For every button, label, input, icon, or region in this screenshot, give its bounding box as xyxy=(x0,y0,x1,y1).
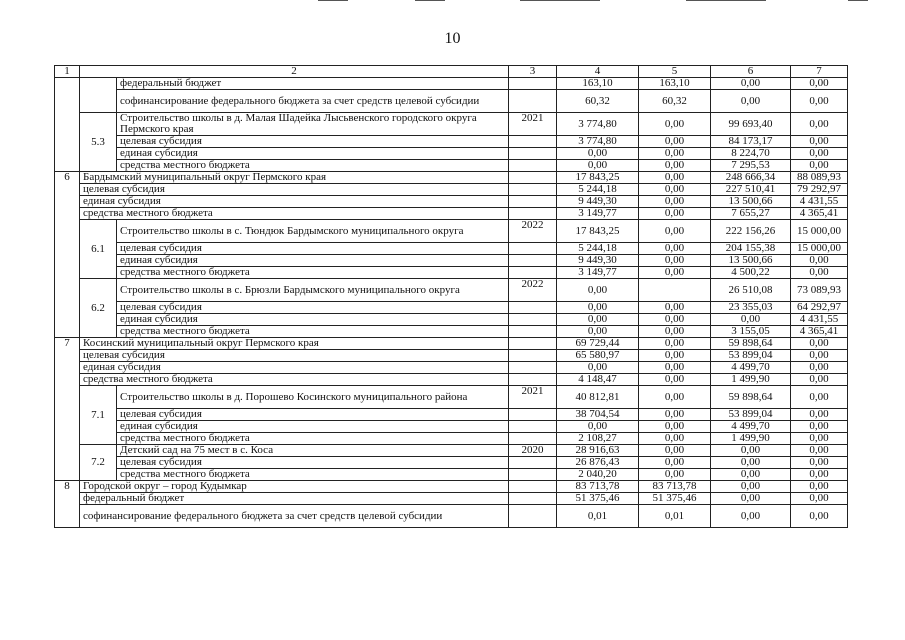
value-col-7: 79 292,97 xyxy=(791,184,848,196)
value-col-4: 60,32 xyxy=(557,90,639,113)
row-label: единая субсидия xyxy=(117,148,509,160)
value-col-5: 0,00 xyxy=(639,374,711,386)
value-col-6: 227 510,41 xyxy=(711,184,791,196)
row-year xyxy=(509,136,557,148)
row-number: 8 xyxy=(55,481,80,528)
value-col-7: 0,00 xyxy=(791,386,848,409)
value-col-5: 0,00 xyxy=(639,421,711,433)
row-label: единая субсидия xyxy=(80,362,509,374)
row-year xyxy=(509,184,557,196)
value-col-4: 3 149,77 xyxy=(557,208,639,220)
row-label: Городской округ – город Кудымкар xyxy=(80,481,509,493)
value-col-6: 0,00 xyxy=(711,457,791,469)
table-row xyxy=(55,457,848,469)
value-col-7: 0,00 xyxy=(791,78,848,90)
value-col-4: 0,00 xyxy=(557,326,639,338)
value-col-7: 0,00 xyxy=(791,90,848,113)
row-year: 2022 xyxy=(509,220,557,243)
subrow-number xyxy=(80,78,117,113)
row-year: 2021 xyxy=(509,386,557,409)
value-col-5: 60,32 xyxy=(639,90,711,113)
row-year: 2022 xyxy=(509,279,557,302)
value-col-6: 3 155,05 xyxy=(711,326,791,338)
value-col-6: 13 500,66 xyxy=(711,196,791,208)
row-year xyxy=(509,243,557,255)
value-col-5: 0,00 xyxy=(639,243,711,255)
value-col-7: 88 089,93 xyxy=(791,172,848,184)
value-col-4: 3 774,80 xyxy=(557,136,639,148)
row-year xyxy=(509,481,557,493)
value-col-5: 0,00 xyxy=(639,362,711,374)
value-col-7: 0,00 xyxy=(791,136,848,148)
value-col-4: 0,00 xyxy=(557,279,639,302)
value-col-4: 83 713,78 xyxy=(557,481,639,493)
value-col-4: 5 244,18 xyxy=(557,243,639,255)
row-year xyxy=(509,433,557,445)
row-year xyxy=(509,374,557,386)
value-col-7: 64 292,97 xyxy=(791,302,848,314)
row-label: средства местного бюджета xyxy=(117,160,509,172)
row-label: средства местного бюджета xyxy=(117,267,509,279)
table-row xyxy=(55,314,848,326)
value-col-6: 204 155,38 xyxy=(711,243,791,255)
row-year: 2020 xyxy=(509,445,557,457)
value-col-5: 0,00 xyxy=(639,113,711,136)
value-col-7: 0,00 xyxy=(791,445,848,457)
budget-table xyxy=(54,65,848,528)
value-col-6: 0,00 xyxy=(711,90,791,113)
value-col-6: 0,00 xyxy=(711,481,791,493)
subrow-number: 7.2 xyxy=(80,445,117,481)
value-col-7: 0,00 xyxy=(791,409,848,421)
value-col-5: 0,00 xyxy=(639,409,711,421)
value-col-6: 0,00 xyxy=(711,314,791,326)
table-row xyxy=(55,196,848,208)
value-col-5: 0,00 xyxy=(639,445,711,457)
value-col-4: 40 812,81 xyxy=(557,386,639,409)
value-col-7: 0,00 xyxy=(791,160,848,172)
table-row xyxy=(55,243,848,255)
row-label: Бардымский муниципальный округ Пермского края xyxy=(80,172,509,184)
table-row xyxy=(55,78,848,90)
value-col-4: 17 843,25 xyxy=(557,172,639,184)
value-col-6: 59 898,64 xyxy=(711,386,791,409)
row-year xyxy=(509,326,557,338)
row-label: Косинский муниципальный округ Пермского края xyxy=(80,338,509,350)
value-col-6: 7 655,27 xyxy=(711,208,791,220)
value-col-4: 9 449,30 xyxy=(557,255,639,267)
header-col-2: 2 xyxy=(80,66,509,78)
table-row xyxy=(55,208,848,220)
value-col-4: 2 040,20 xyxy=(557,469,639,481)
value-col-6: 8 224,70 xyxy=(711,148,791,160)
table-row xyxy=(55,136,848,148)
row-label: Строительство школы в с. Тюндюк Бардымского муниципального округа xyxy=(117,220,509,243)
value-col-5: 0,00 xyxy=(639,172,711,184)
value-col-7: 0,00 xyxy=(791,267,848,279)
value-col-5: 83 713,78 xyxy=(639,481,711,493)
subrow-number: 6.2 xyxy=(80,279,117,338)
header-col-7: 7 xyxy=(791,66,848,78)
value-col-6: 0,00 xyxy=(711,505,791,528)
value-col-7: 0,00 xyxy=(791,148,848,160)
value-col-6: 4 499,70 xyxy=(711,362,791,374)
header-row xyxy=(55,66,848,78)
value-col-6: 1 499,90 xyxy=(711,374,791,386)
value-col-5: 51 375,46 xyxy=(639,493,711,505)
row-label: средства местного бюджета xyxy=(117,326,509,338)
value-col-6: 0,00 xyxy=(711,78,791,90)
row-label: целевая субсидия xyxy=(80,350,509,362)
value-col-4: 51 375,46 xyxy=(557,493,639,505)
table-row xyxy=(55,362,848,374)
value-col-6: 248 666,34 xyxy=(711,172,791,184)
header-col-3: 3 xyxy=(509,66,557,78)
subrow-number: 6.1 xyxy=(80,220,117,279)
value-col-6: 84 173,17 xyxy=(711,136,791,148)
value-col-6: 0,00 xyxy=(711,493,791,505)
value-col-5: 163,10 xyxy=(639,78,711,90)
row-label: федеральный бюджет xyxy=(80,493,509,505)
table-row xyxy=(55,338,848,350)
value-col-4: 5 244,18 xyxy=(557,184,639,196)
value-col-5: 0,00 xyxy=(639,386,711,409)
row-year xyxy=(509,314,557,326)
value-col-7: 0,00 xyxy=(791,457,848,469)
value-col-4: 69 729,44 xyxy=(557,338,639,350)
table-row xyxy=(55,409,848,421)
table-row xyxy=(55,184,848,196)
table-row xyxy=(55,469,848,481)
value-col-5: 0,00 xyxy=(639,314,711,326)
value-col-5: 0,00 xyxy=(639,469,711,481)
row-year xyxy=(509,302,557,314)
row-year xyxy=(509,267,557,279)
value-col-4: 0,00 xyxy=(557,148,639,160)
row-year xyxy=(509,148,557,160)
row-label: софинансирование федерального бюджета за счет средств целевой субсидии xyxy=(80,505,509,528)
table-row xyxy=(55,172,848,184)
table-row xyxy=(55,481,848,493)
row-number xyxy=(55,78,80,172)
table-row xyxy=(55,326,848,338)
table-row xyxy=(55,386,848,409)
row-year xyxy=(509,350,557,362)
row-label: средства местного бюджета xyxy=(117,469,509,481)
value-col-7: 4 431,55 xyxy=(791,196,848,208)
row-label: целевая субсидия xyxy=(117,243,509,255)
table-row xyxy=(55,374,848,386)
table-row xyxy=(55,279,848,302)
value-col-6: 26 510,08 xyxy=(711,279,791,302)
row-year xyxy=(509,208,557,220)
value-col-6: 4 499,70 xyxy=(711,421,791,433)
value-col-4: 28 916,63 xyxy=(557,445,639,457)
value-col-7: 4 365,41 xyxy=(791,326,848,338)
row-year: 2021 xyxy=(509,113,557,136)
row-label: целевая субсидия xyxy=(117,457,509,469)
value-col-6: 222 156,26 xyxy=(711,220,791,243)
table-row xyxy=(55,493,848,505)
row-year xyxy=(509,255,557,267)
row-number: 6 xyxy=(55,172,80,338)
value-col-5: 0,00 xyxy=(639,457,711,469)
row-year xyxy=(509,362,557,374)
value-col-6: 99 693,40 xyxy=(711,113,791,136)
value-col-7: 0,00 xyxy=(791,469,848,481)
table-row xyxy=(55,445,848,457)
row-year xyxy=(509,78,557,90)
row-label: Детский сад на 75 мест в с. Коса xyxy=(117,445,509,457)
table-row xyxy=(55,90,848,113)
row-label: целевая субсидия xyxy=(80,184,509,196)
value-col-7: 0,00 xyxy=(791,493,848,505)
value-col-5: 0,00 xyxy=(639,136,711,148)
row-year xyxy=(509,457,557,469)
value-col-7: 0,00 xyxy=(791,481,848,493)
value-col-4: 0,00 xyxy=(557,160,639,172)
value-col-4: 3 149,77 xyxy=(557,267,639,279)
value-col-5: 0,00 xyxy=(639,350,711,362)
subrow-number: 5.3 xyxy=(80,113,117,172)
row-year xyxy=(509,172,557,184)
header-col-1: 1 xyxy=(55,66,80,78)
row-year xyxy=(509,90,557,113)
value-col-6: 0,00 xyxy=(711,469,791,481)
value-col-4: 3 774,80 xyxy=(557,113,639,136)
value-col-5: 0,00 xyxy=(639,208,711,220)
row-label: единая субсидия xyxy=(117,314,509,326)
value-col-7: 0,00 xyxy=(791,421,848,433)
header-col-6: 6 xyxy=(711,66,791,78)
row-year xyxy=(509,421,557,433)
value-col-6: 53 899,04 xyxy=(711,409,791,421)
value-col-5: 0,00 xyxy=(639,302,711,314)
row-label: единая субсидия xyxy=(117,421,509,433)
table-row xyxy=(55,421,848,433)
value-col-4: 0,00 xyxy=(557,362,639,374)
value-col-4: 9 449,30 xyxy=(557,196,639,208)
value-col-5: 0,00 xyxy=(639,326,711,338)
row-label: софинансирование федерального бюджета за счет средств целевой субсидии xyxy=(117,90,509,113)
row-label: Строительство школы в д. Малая Шадейка Лысьвенского городского округа Пермского края xyxy=(117,113,509,136)
value-col-7: 0,00 xyxy=(791,255,848,267)
row-year xyxy=(509,469,557,481)
row-label: целевая субсидия xyxy=(117,409,509,421)
value-col-4: 0,01 xyxy=(557,505,639,528)
row-year xyxy=(509,196,557,208)
row-label: средства местного бюджета xyxy=(80,208,509,220)
value-col-5 xyxy=(639,279,711,302)
value-col-7: 0,00 xyxy=(791,374,848,386)
row-number: 7 xyxy=(55,338,80,481)
value-col-7: 0,00 xyxy=(791,350,848,362)
value-col-7: 4 431,55 xyxy=(791,314,848,326)
value-col-6: 13 500,66 xyxy=(711,255,791,267)
value-col-5: 0,00 xyxy=(639,220,711,243)
row-label: целевая субсидия xyxy=(117,136,509,148)
table-row xyxy=(55,433,848,445)
header-col-4: 4 xyxy=(557,66,639,78)
value-col-4: 4 148,47 xyxy=(557,374,639,386)
row-label: средства местного бюджета xyxy=(117,433,509,445)
table-row xyxy=(55,505,848,528)
subrow-number: 7.1 xyxy=(80,386,117,445)
value-col-4: 17 843,25 xyxy=(557,220,639,243)
value-col-6: 53 899,04 xyxy=(711,350,791,362)
value-col-5: 0,00 xyxy=(639,196,711,208)
value-col-5: 0,00 xyxy=(639,184,711,196)
value-col-6: 23 355,03 xyxy=(711,302,791,314)
value-col-7: 15 000,00 xyxy=(791,243,848,255)
value-col-5: 0,00 xyxy=(639,160,711,172)
table-row xyxy=(55,267,848,279)
value-col-5: 0,01 xyxy=(639,505,711,528)
table-row xyxy=(55,302,848,314)
table-row xyxy=(55,113,848,136)
value-col-7: 0,00 xyxy=(791,362,848,374)
value-col-5: 0,00 xyxy=(639,148,711,160)
value-col-6: 59 898,64 xyxy=(711,338,791,350)
value-col-4: 65 580,97 xyxy=(557,350,639,362)
value-col-6: 4 500,22 xyxy=(711,267,791,279)
value-col-7: 0,00 xyxy=(791,338,848,350)
row-label: Строительство школы в с. Брюзли Бардымского муниципального округа xyxy=(117,279,509,302)
value-col-6: 1 499,90 xyxy=(711,433,791,445)
row-year xyxy=(509,505,557,528)
value-col-5: 0,00 xyxy=(639,433,711,445)
row-year xyxy=(509,160,557,172)
value-col-4: 0,00 xyxy=(557,314,639,326)
value-col-6: 0,00 xyxy=(711,445,791,457)
row-label: Строительство школы в д. Порошево Косинского муниципального района xyxy=(117,386,509,409)
value-col-4: 2 108,27 xyxy=(557,433,639,445)
row-year xyxy=(509,338,557,350)
value-col-7: 4 365,41 xyxy=(791,208,848,220)
row-label: средства местного бюджета xyxy=(80,374,509,386)
page-number: 10 xyxy=(444,30,461,47)
header-col-5: 5 xyxy=(639,66,711,78)
value-col-7: 73 089,93 xyxy=(791,279,848,302)
table-row xyxy=(55,350,848,362)
table-row xyxy=(55,220,848,243)
row-label: единая субсидия xyxy=(80,196,509,208)
value-col-5: 0,00 xyxy=(639,338,711,350)
value-col-4: 26 876,43 xyxy=(557,457,639,469)
value-col-7: 0,00 xyxy=(791,113,848,136)
row-label: федеральный бюджет xyxy=(117,78,509,90)
value-col-5: 0,00 xyxy=(639,255,711,267)
value-col-7: 15 000,00 xyxy=(791,220,848,243)
table-row xyxy=(55,255,848,267)
row-label: целевая субсидия xyxy=(117,302,509,314)
table-row xyxy=(55,148,848,160)
value-col-4: 0,00 xyxy=(557,421,639,433)
row-year xyxy=(509,409,557,421)
value-col-7: 0,00 xyxy=(791,433,848,445)
value-col-4: 0,00 xyxy=(557,302,639,314)
value-col-5: 0,00 xyxy=(639,267,711,279)
value-col-4: 38 704,54 xyxy=(557,409,639,421)
value-col-4: 163,10 xyxy=(557,78,639,90)
row-year xyxy=(509,493,557,505)
value-col-6: 7 295,53 xyxy=(711,160,791,172)
row-label: единая субсидия xyxy=(117,255,509,267)
table-row xyxy=(55,160,848,172)
value-col-7: 0,00 xyxy=(791,505,848,528)
